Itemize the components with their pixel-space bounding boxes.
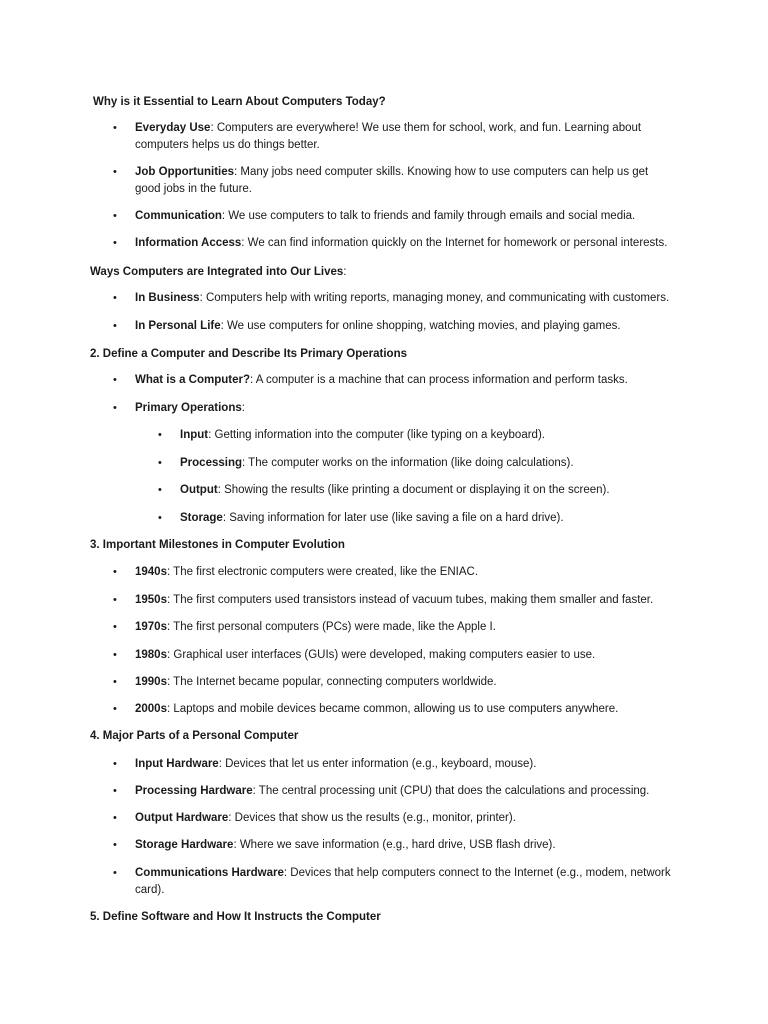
bullet-icon: • xyxy=(113,374,117,386)
bullet-icon: • xyxy=(113,758,117,770)
list-item xyxy=(113,619,675,636)
heading-section-4: 4. Major Parts of a Personal Computer xyxy=(90,730,299,742)
heading-suffix: : xyxy=(343,266,347,278)
item-term: What is a Computer? xyxy=(135,374,251,386)
item-term: Everyday Use xyxy=(135,122,211,134)
item-text: : The first personal computers (PCs) were made, like the Apple I. xyxy=(166,621,496,633)
heading-section-3: 3. Important Milestones in Computer Evolution xyxy=(90,539,345,551)
bullet-icon: • xyxy=(158,484,162,496)
list-item xyxy=(113,756,675,773)
list-item xyxy=(113,235,675,252)
sub-list-item xyxy=(158,510,675,527)
list-item xyxy=(113,208,675,225)
list-item xyxy=(113,120,675,154)
item-text: : The Internet became popular, connecting computers worldwide. xyxy=(166,676,497,688)
item-text: : Devices that let us enter information (e.g., keyboard, mouse). xyxy=(218,758,537,770)
item-term: 1950s xyxy=(135,594,167,606)
item-term: Storage Hardware xyxy=(135,839,234,851)
bullet-icon: • xyxy=(113,785,117,797)
item-term: 1990s xyxy=(135,676,167,688)
heading-section-2: 2. Define a Computer and Describe Its Primary Operations xyxy=(90,348,407,360)
item-text: : We can find information quickly on the Internet for homework or personal interests. xyxy=(241,237,668,249)
item-term: In Personal Life xyxy=(135,320,221,332)
item-term: 1980s xyxy=(135,649,167,661)
bullet-icon: • xyxy=(113,210,117,222)
bullet-icon: • xyxy=(113,621,117,633)
bullet-icon: • xyxy=(113,703,117,715)
item-text: : Graphical user interfaces (GUIs) were developed, making computers easier to use. xyxy=(166,649,596,661)
bullet-icon: • xyxy=(113,320,117,332)
bullet-icon: • xyxy=(113,402,117,414)
item-term: Communications Hardware xyxy=(135,867,284,879)
item-text: : Many jobs need computer skills. Knowing how to use computers can help us get good jobs in the future. xyxy=(135,166,649,195)
item-text: : Devices that show us the results (e.g., monitor, printer). xyxy=(228,812,516,824)
item-text: : Where we save information (e.g., hard drive, USB flash drive). xyxy=(233,839,556,851)
item-text: : Devices that help computers connect to the Internet (e.g., modem, network card). xyxy=(135,867,671,896)
item-text: : Showing the results (like printing a document or displaying it on the screen). xyxy=(217,484,610,496)
bullet-icon: • xyxy=(158,457,162,469)
item-text: : The central processing unit (CPU) that does the calculations and processing. xyxy=(252,785,650,797)
list-item xyxy=(113,701,675,718)
item-term: Communication xyxy=(135,210,222,222)
item-text: : Computers help with writing reports, managing money, and communicating with customers. xyxy=(199,292,670,304)
sub-list-item xyxy=(158,427,675,444)
item-term: Output xyxy=(180,484,218,496)
sub-list-item xyxy=(158,482,675,499)
item-text: : The first computers used transistors instead of vacuum tubes, making them smaller and faster. xyxy=(166,594,654,606)
item-term: 1970s xyxy=(135,621,167,633)
item-term: Job Opportunities xyxy=(135,166,235,178)
list-item xyxy=(113,674,675,691)
item-text: : Getting information into the computer (like typing on a keyboard). xyxy=(208,429,545,441)
item-text: : xyxy=(241,402,245,414)
heading-why-learn: Why is it Essential to Learn About Computers Today? xyxy=(93,96,386,108)
list-item xyxy=(113,783,675,800)
bullet-icon: • xyxy=(113,292,117,304)
list-item xyxy=(113,647,675,664)
list-item xyxy=(113,837,675,854)
list-item xyxy=(113,592,675,609)
list-item xyxy=(113,164,675,198)
sub-list-item xyxy=(158,455,675,472)
bullet-icon: • xyxy=(113,594,117,606)
item-term: In Business xyxy=(135,292,200,304)
item-text: : Computers are everywhere! We use them for school, work, and fun. Learning about computers helps us do things better. xyxy=(135,122,642,151)
bullet-icon: • xyxy=(113,166,117,178)
bullet-icon: • xyxy=(113,839,117,851)
item-term: Primary Operations xyxy=(135,402,242,414)
heading-section-5: 5. Define Software and How It Instructs the Computer xyxy=(90,911,381,923)
list-item xyxy=(113,290,675,307)
bullet-icon: • xyxy=(113,649,117,661)
list-item xyxy=(113,400,675,417)
bullet-icon: • xyxy=(113,122,117,134)
bullet-icon: • xyxy=(158,512,162,524)
item-term: 2000s xyxy=(135,703,167,715)
item-term: Output Hardware xyxy=(135,812,229,824)
item-text: : Saving information for later use (like saving a file on a hard drive). xyxy=(222,512,564,524)
list-item xyxy=(113,318,675,335)
bullet-icon: • xyxy=(113,867,117,879)
item-term: 1940s xyxy=(135,566,167,578)
heading-text: Ways Computers are Integrated into Our Lives xyxy=(90,266,344,278)
item-term: Processing xyxy=(180,457,242,469)
item-term: Input Hardware xyxy=(135,758,219,770)
heading-ways-integrated xyxy=(90,264,346,280)
list-item xyxy=(113,810,675,827)
item-text: : Laptops and mobile devices became common, allowing us to use computers anywhere. xyxy=(166,703,619,715)
item-text: : We use computers for online shopping, watching movies, and playing games. xyxy=(220,320,621,332)
item-term: Input xyxy=(180,429,209,441)
item-text: : The computer works on the information (like doing calculations). xyxy=(242,457,574,469)
item-term: Storage xyxy=(180,512,223,524)
bullet-icon: • xyxy=(113,812,117,824)
list-item xyxy=(113,372,675,389)
list-item xyxy=(113,564,675,581)
item-text: : A computer is a machine that can process information and perform tasks. xyxy=(250,374,628,386)
bullet-icon: • xyxy=(113,237,117,249)
item-text: : We use computers to talk to friends and family through emails and social media. xyxy=(221,210,636,222)
item-term: Processing Hardware xyxy=(135,785,253,797)
list-item xyxy=(113,865,675,899)
bullet-icon: • xyxy=(113,676,117,688)
bullet-icon: • xyxy=(113,566,117,578)
item-text: : The first electronic computers were created, like the ENIAC. xyxy=(166,566,479,578)
bullet-icon: • xyxy=(158,429,162,441)
item-term: Information Access xyxy=(135,237,242,249)
